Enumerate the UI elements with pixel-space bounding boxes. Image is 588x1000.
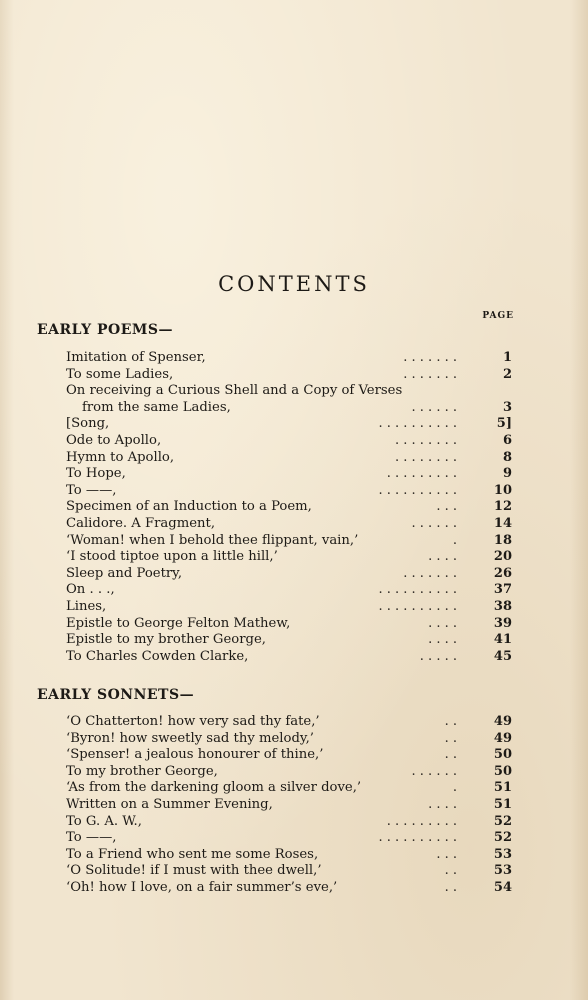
toc-entry-title: Hymn to Apollo, <box>66 449 175 465</box>
toc-entry-title: Written on a Summer Evening, <box>66 796 273 812</box>
toc-entry <box>66 764 512 781</box>
toc-entry-title: ‘O Chatterton! how very sad thy fate,’ <box>66 714 320 729</box>
toc-entry <box>66 880 512 897</box>
toc-entry-title: Specimen of an Induction to a Poem, <box>66 499 312 515</box>
toc-entry-page-number: 10 <box>493 482 512 498</box>
toc-leader-dots: . . . <box>436 499 457 515</box>
toc-entry-page-number: 1 <box>502 350 512 365</box>
toc-entry <box>66 582 512 599</box>
toc-leader-dots: . . . . . . <box>411 515 457 531</box>
toc-entry-page-number: 53 <box>493 863 512 879</box>
toc-entry-page-number: 14 <box>493 515 512 531</box>
toc-leader-dots: . . . . . . . . . . <box>378 416 457 432</box>
toc-entry-title: On receiving a Curious Shell and a Copy of Verses <box>66 383 403 399</box>
toc-entry-title: ‘I stood tiptoe upon a little hill,’ <box>66 549 278 565</box>
toc-entry <box>66 632 512 649</box>
page-column-label: PAGE <box>482 311 514 321</box>
toc-leader-dots: . . . . . . . . . <box>386 466 457 482</box>
toc-entry-page-number: 38 <box>493 598 512 614</box>
toc-entry-page-number: 9 <box>502 466 512 482</box>
toc-leader-dots: . <box>452 532 457 548</box>
toc-entry-page-number: 54 <box>493 879 512 895</box>
toc-leader-dots: . <box>452 780 457 796</box>
toc-entry-page-number: 5] <box>496 416 512 432</box>
page-title: CONTENTS <box>218 272 370 296</box>
toc-entry <box>66 416 512 433</box>
toc-leader-dots: . . <box>444 879 457 895</box>
toc-leader-dots: . . . . . . . . . . <box>378 482 457 498</box>
toc-leader-dots: . . <box>444 714 457 729</box>
toc-entry <box>66 483 512 500</box>
toc-list-early-poems <box>66 350 512 665</box>
toc-entry-page-number: 49 <box>493 730 512 746</box>
toc-entry-page-number: 20 <box>493 549 512 565</box>
toc-entry <box>66 797 512 814</box>
toc-entry-title: To a Friend who sent me some Roses, <box>66 846 319 862</box>
toc-entry-title: Imitation of Spenser, <box>66 350 206 365</box>
toc-entry-page-number: 53 <box>493 846 512 862</box>
toc-entry-page-number: 6 <box>502 432 512 448</box>
toc-entry-title: Ode to Apollo, <box>66 432 162 448</box>
toc-entry <box>66 731 512 748</box>
toc-entry-title: To ——, <box>66 482 117 498</box>
toc-leader-dots: . . . . <box>428 549 457 565</box>
toc-leader-dots: . . <box>444 863 457 879</box>
toc-entry-title: from the same Ladies, <box>82 399 231 415</box>
toc-entry <box>66 450 512 467</box>
toc-entry-page-number: 45 <box>493 648 512 664</box>
toc-leader-dots: . . . . . . . . . . <box>378 830 457 846</box>
toc-entry-title: Epistle to my brother George, <box>66 632 266 648</box>
toc-entry <box>66 649 512 666</box>
toc-entry-page-number: 26 <box>493 565 512 581</box>
toc-entry <box>66 599 512 616</box>
toc-leader-dots: . . . . <box>428 615 457 631</box>
toc-leader-dots: . . . . . . . . . . <box>378 598 457 614</box>
toc-entry <box>66 516 512 533</box>
toc-leader-dots: . . . . . . . . <box>395 449 457 465</box>
toc-leader-dots: . . . . . . <box>411 399 457 415</box>
toc-entry <box>66 616 512 633</box>
toc-entry <box>66 499 512 516</box>
toc-entry-title: ‘Spenser! a jealous honourer of thine,’ <box>66 747 324 763</box>
toc-entry-title: ‘Woman! when I behold thee flippant, vain,’ <box>66 532 359 548</box>
section-heading-early-poems: EARLY POEMS— <box>37 322 173 338</box>
toc-entry-title: ‘As from the darkening gloom a silver dove,’ <box>66 780 362 796</box>
toc-entry <box>66 466 512 483</box>
toc-entry <box>66 367 512 384</box>
toc-leader-dots: . . . . <box>428 796 457 812</box>
toc-leader-dots: . . . . . . . . . . <box>378 582 457 598</box>
toc-entry-title: Lines, <box>66 598 107 614</box>
toc-entry-page-number: 41 <box>493 632 512 648</box>
toc-leader-dots: . . <box>444 747 457 763</box>
toc-leader-dots: . . . . . . . <box>403 350 457 365</box>
toc-entry-title: Calidore. A Fragment, <box>66 515 216 531</box>
toc-entry-page-number: 50 <box>493 747 512 763</box>
toc-entry <box>66 747 512 764</box>
toc-entry <box>66 549 512 566</box>
toc-entry-title: ‘Oh! how I love, on a fair summer’s eve,’ <box>66 879 338 895</box>
toc-entry-title: ‘Byron! how sweetly sad thy melody,’ <box>66 730 314 746</box>
toc-list-early-sonnets <box>66 714 512 897</box>
toc-leader-dots: . . . . . . . . . <box>386 813 457 829</box>
toc-entry-title: To Hope, <box>66 466 126 482</box>
toc-entry-page-number: 18 <box>493 532 512 548</box>
toc-entry <box>66 830 512 847</box>
toc-entry-page-number: 49 <box>493 714 512 729</box>
toc-entry-page-number: 52 <box>493 830 512 846</box>
toc-entry-page-number: 39 <box>493 615 512 631</box>
toc-entry <box>66 433 512 450</box>
toc-entry-title: On . . ., <box>66 582 115 598</box>
toc-leader-dots: . . <box>444 730 457 746</box>
toc-entry-page-number: 3 <box>502 399 512 415</box>
toc-entry <box>66 566 512 583</box>
toc-entry-title: Sleep and Poetry, <box>66 565 183 581</box>
toc-leader-dots: . . . . . . . <box>403 565 457 581</box>
toc-leader-dots: . . . . . . . . <box>395 432 457 448</box>
toc-entry-page-number: 51 <box>493 780 512 796</box>
toc-entry-page-number: 50 <box>493 763 512 779</box>
toc-entry <box>66 400 512 417</box>
toc-entry <box>66 350 512 367</box>
toc-entry-page-number: 51 <box>493 796 512 812</box>
section-heading-early-sonnets: EARLY SONNETS— <box>37 687 195 703</box>
toc-entry <box>66 814 512 831</box>
toc-entry <box>66 714 512 731</box>
toc-entry-title: Epistle to George Felton Mathew, <box>66 615 291 631</box>
toc-entry-title: To my brother George, <box>66 763 218 779</box>
toc-leader-dots: . . . . . . <box>411 763 457 779</box>
toc-entry <box>66 780 512 797</box>
toc-entry-title: To ——, <box>66 830 117 846</box>
toc-leader-dots: . . . . . . . <box>403 366 457 382</box>
toc-leader-dots: . . . . <box>428 632 457 648</box>
toc-leader-dots: . . . . . <box>419 648 457 664</box>
toc-entry-title: ‘O Solitude! if I must with thee dwell,’ <box>66 863 322 879</box>
toc-entry-page-number: 12 <box>493 499 512 515</box>
toc-entry-title: [Song, <box>66 416 110 432</box>
toc-entry-title: To some Ladies, <box>66 366 174 382</box>
toc-entry-page-number: 2 <box>502 366 512 382</box>
toc-entry <box>66 533 512 550</box>
toc-entry <box>66 847 512 864</box>
toc-entry-page-number: 52 <box>493 813 512 829</box>
toc-entry <box>66 383 512 400</box>
toc-entry-page-number: 8 <box>502 449 512 465</box>
toc-leader-dots: . . . <box>436 846 457 862</box>
toc-entry-page-number: 37 <box>493 582 512 598</box>
toc-entry <box>66 863 512 880</box>
toc-entry-title: To Charles Cowden Clarke, <box>66 648 249 664</box>
toc-entry-title: To G. A. W., <box>66 813 142 829</box>
